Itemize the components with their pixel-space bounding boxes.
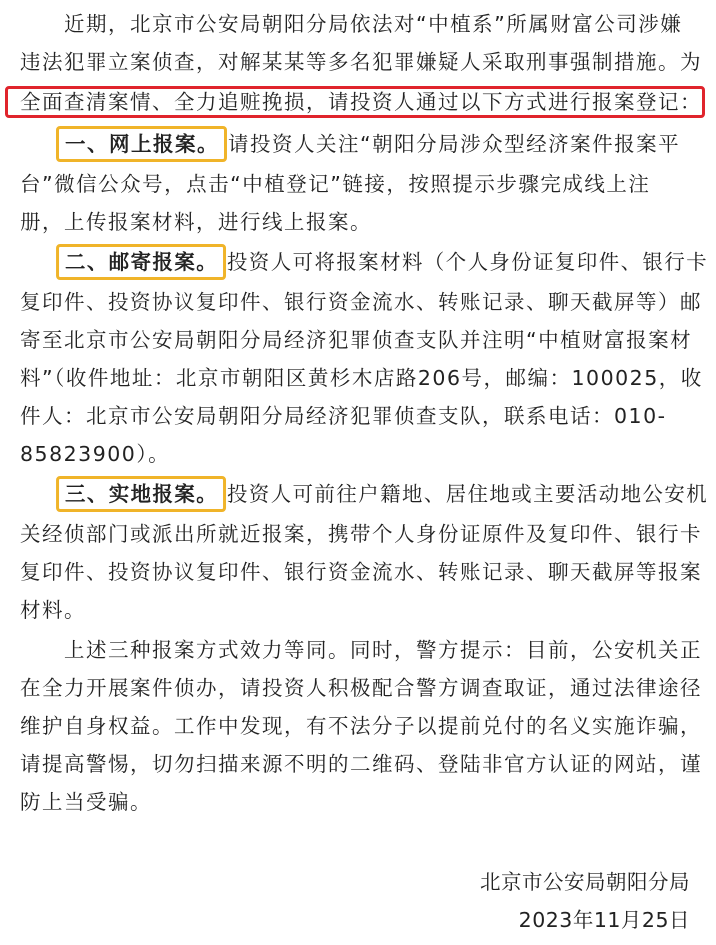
method-2-line-2: 复印件、投资协议复印件、银行资金流水、转账记录、聊天截屏等）邮 [20,290,702,314]
method-2-heading: 二、邮寄报案。 [56,244,226,280]
method-2-first-line: 投资人可将报案材料（个人身份证复印件、银行卡 [227,250,709,274]
method-1-line-1 [64,124,708,164]
final-paragraph-line-3: 维护自身权益。工作中发现，有不法分子以提前兑付的名义实施诈骗， [20,714,702,738]
signature-date: 2023年11月25日 [518,908,690,932]
method-2-line-5: 件人：北京市公安局朝阳分局经济犯罪侦查支队，联系电话：010- [20,404,667,428]
method-2-line-3: 寄至北京市公安局朝阳分局经济犯罪侦查支队并注明“中植财富报案材 [20,328,693,352]
method-3-line-2: 关经侦部门或派出所就近报案，携带个人身份证原件及复印件、银行卡 [20,522,702,546]
method-2-line-4: 料”（收件地址：北京市朝阳区黄杉木店路206号，邮编：100025，收 [20,366,703,390]
final-paragraph-line-1: 上述三种报案方式效力等同。同时，警方提示：目前，公安机关正 [64,638,702,662]
method-1-first-line: 请投资人关注“朝阳分局涉众型经济案件报案平 [228,132,681,156]
method-3-first-line: 投资人可前往户籍地、居住地或主要活动地公安机 [227,482,709,506]
method-2-line-1 [64,242,709,282]
final-paragraph-line-5: 防上当受骗。 [20,790,152,814]
signature-org: 北京市公安局朝阳分局 [480,870,690,894]
method-1-line-2: 台”微信公众号，点击“中植登记”链接，按照提示步骤完成线上注 [20,172,651,196]
paragraph-1-line-3: 全面查清案情、全力追赃挽损，请投资人通过以下方式进行报案登记： [20,90,702,114]
method-1-heading: 一、网上报案。 [56,126,227,162]
paragraph-1-line-2: 违法犯罪立案侦查，对解某某等多名犯罪嫌疑人采取刑事强制措施。为 [20,50,702,74]
method-3-heading: 三、实地报案。 [56,476,226,512]
method-3-line-1 [64,474,709,514]
method-2-line-6: 85823900）。 [20,442,171,466]
final-paragraph-line-2: 在全力开展案件侦办，请投资人积极配合警方调查取证，通过法律途径 [20,676,702,700]
paragraph-1-line-1: 近期，北京市公安局朝阳分局依法对“中植系”所属财富公司涉嫌 [64,12,683,36]
final-paragraph-line-4: 请提高警惕，切勿扫描来源不明的二维码、登陆非官方认证的网站，谨 [20,752,702,776]
method-1-line-3: 册，上传报案材料，进行线上报案。 [20,210,372,234]
method-3-line-3: 复印件、投资协议复印件、银行资金流水、转账记录、聊天截屏等报案 [20,560,702,584]
method-3-line-4: 材料。 [20,598,86,622]
